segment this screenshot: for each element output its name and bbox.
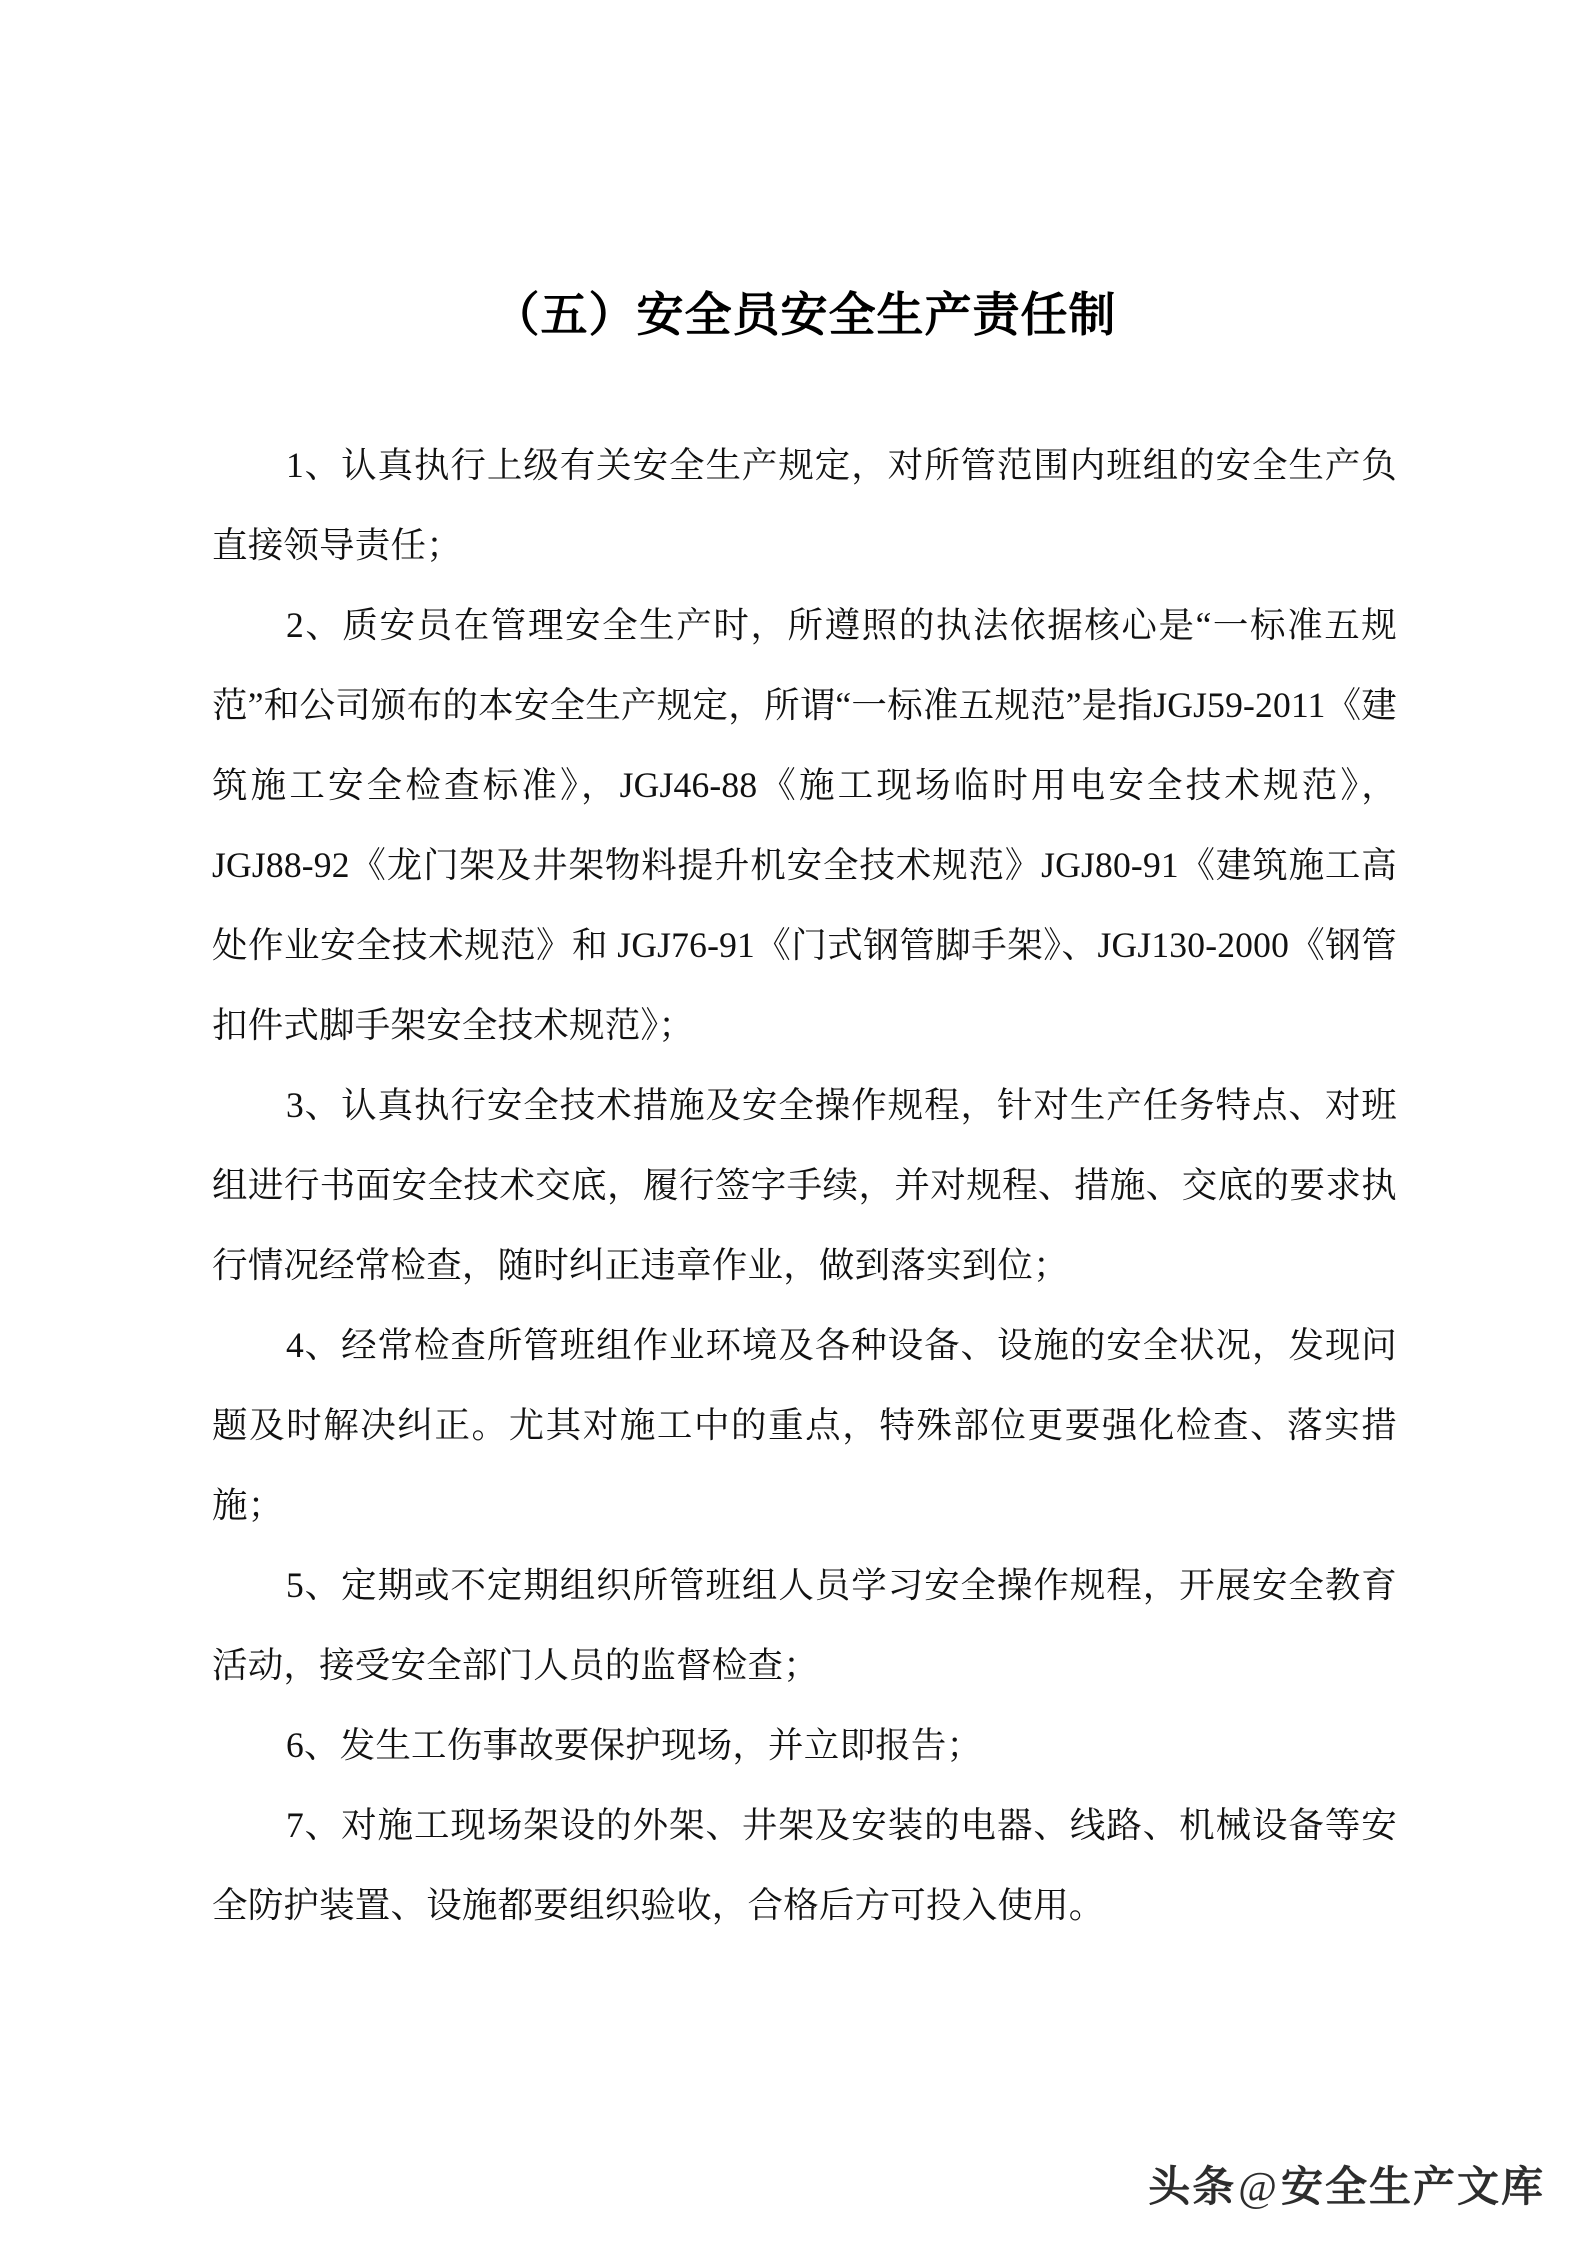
clause-paragraph-7: 7、对施工现场架设的外架、井架及安装的电器、线路、机械设备等安全防护装置、设施都要组织验收，合格后方可投入使用。 — [212, 1805, 1397, 1926]
responsibility-clause-list — [212, 425, 1397, 1945]
clause-paragraph-6: 6、发生工伤事故要保护现场，并立即报告； — [286, 1725, 983, 1766]
clause-paragraph-2: 2、质安员在管理安全生产时，所遵照的执法依据核心是“一标准五规范”和公司颁布的本安全生产规定，所谓“一标准五规范”是指JGJ59-2011《建筑施工安全检查标准》，JGJ46-88《施工现场临时用电安全技术规范》，JGJ88-92《龙门架及井架物料提升机安全技术规范》JGJ80-91《建筑施工高处作业安全技术规范》和 JGJ76-91《门式钢管脚手架》、JGJ130-2000《钢管扣件式脚手架安全技术规范》； — [212, 605, 1397, 1046]
at-icon: @ — [1238, 2165, 1279, 2211]
watermark-account: 安全生产文库 — [1280, 2163, 1545, 2210]
clause-paragraph-3: 3、认真执行安全技术措施及安全操作规程，针对生产任务特点、对班组进行书面安全技术交底，履行签字手续，并对规程、措施、交底的要求执行情况经常检查，随时纠正违章作业，做到落实到位； — [212, 1085, 1397, 1286]
watermark — [1148, 2163, 1545, 2211]
document-body — [212, 0, 1397, 1945]
page-title: （五）安全员安全生产责任制 — [492, 288, 1117, 341]
clause-paragraph-4: 4、经常检查所管班组作业环境及各种设备、设施的安全状况，发现问题及时解决纠正。尤其对施工中的重点，特殊部位更要强化检查、落实措施； — [212, 1325, 1397, 1526]
clause-paragraph-1: 1、认真执行上级有关安全生产规定，对所管范围内班组的安全生产负直接领导责任； — [212, 445, 1397, 566]
clause-paragraph-5: 5、定期或不定期组织所管班组人员学习安全操作规程，开展安全教育活动，接受安全部门人员的监督检查； — [212, 1565, 1397, 1686]
watermark-brand: 头条 — [1148, 2163, 1237, 2210]
